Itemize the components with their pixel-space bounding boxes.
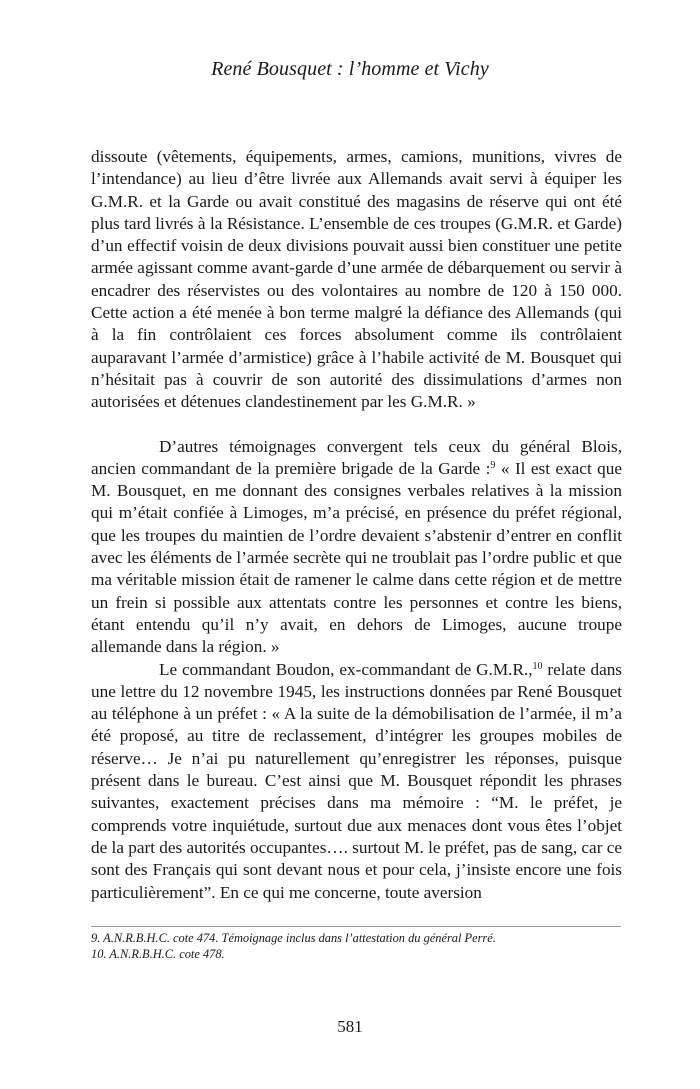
paragraph-general-blois xyxy=(91,436,622,659)
footnotes xyxy=(91,931,622,962)
paragraph-text: « Il est exact que M. Bousquet, en me donnant des consignes verbales relatives à la mission qui m’était confiée à Limoges, m’a précisé, en présence du préfet régional, que les troupes du maintien de l’ordre devaient s’abstenir d’entrer en conflit avec les éléments de l’armée secrète qui ne troublait pas l’ordre public et que ma véritable mission était de ramener le calme dans cette région et de mettre un frein si possible aux attentats contre les personnes et contre les biens, étant entendu qu’il n’y avait, en dehors de Limoges, aucune troupe allemande dans la région. » xyxy=(91,458,622,657)
footnote-10: 10. A.N.R.B.H.C. cote 478. xyxy=(91,946,225,961)
footnote-ref-10[interactable]: 10 xyxy=(532,660,543,672)
paragraph-text: relate dans une lettre du 12 novembre 1945, les instructions données par René Bousquet au téléphone à un préfet : « A la suite de la démobilisation de l’armée, il m’a été proposé, au titre de reclassement, d’intégrer les groupes mobiles de réserve… Je n’ai pu naturellement qu’enregistrer les réponses, puisque présent dans le bureau. C’est ainsi que M. Bousquet répondit les phrases suivantes, exactement précises dans ma mémoire : “M. le préfet, je comprends votre inquiétude, surtout due aux menaces dont vous êtes l’objet de la part des autorités occupantes…. surtout M. le préfet, pas de sang, car ce sont des Français qui sont devant nous et pour cela, j’insiste encore une fois particulièrement”. En ce qui me concerne, toute aversion xyxy=(91,659,622,902)
body-text xyxy=(91,146,622,904)
footnote-ref-9[interactable]: 9 xyxy=(490,459,496,471)
running-head: René Bousquet : l’homme et Vichy xyxy=(211,58,489,80)
paragraph-text: Le commandant Boudon, ex-commandant de G.M.R., xyxy=(159,659,533,679)
footnote-9: 9. A.N.R.B.H.C. cote 474. Témoignage inclus dans l’attestation du général Perré. xyxy=(91,931,496,945)
page-number: 581 xyxy=(337,1017,363,1036)
paragraph-commandant-boudon xyxy=(91,659,622,904)
paragraph-continued: dissoute (vêtements, équipements, armes, camions, munitions, vivres de l’intendance) au lieu d’être livrée aux Allemands avait servi à équiper les G.M.R. et la Garde ou avait constitué des magasins de réserve qui ont été plus tard livrés à la Résistance. L’ensemble de ces troupes (G.M.R. et Garde) d’un effectif voisin de deux divisions pouvait aussi bien constituer une petite armée agissant comme avant-garde d’une armée de débarquement ou servir à encadrer des réservistes ou des volontaires au nombre de 120 à 150 000. Cette action a été menée à bon terme malgré la défiance des Allemands (qui à la fin contrôlaient ces forces absolument comme ils contrôlaient auparavant l’armée d’armistice) grâce à l’habile activité de M. Bousquet qui n’hésitait pas à couvrir de son autorité des dissimulations d’armes non autorisées et détenues clandestinement par les G.M.R. » xyxy=(91,147,622,412)
paragraph-text: D’autres témoignages convergent tels ceux du général Blois, ancien commandant de la première brigade de la Garde : xyxy=(91,436,622,478)
footnote-divider xyxy=(91,926,621,927)
